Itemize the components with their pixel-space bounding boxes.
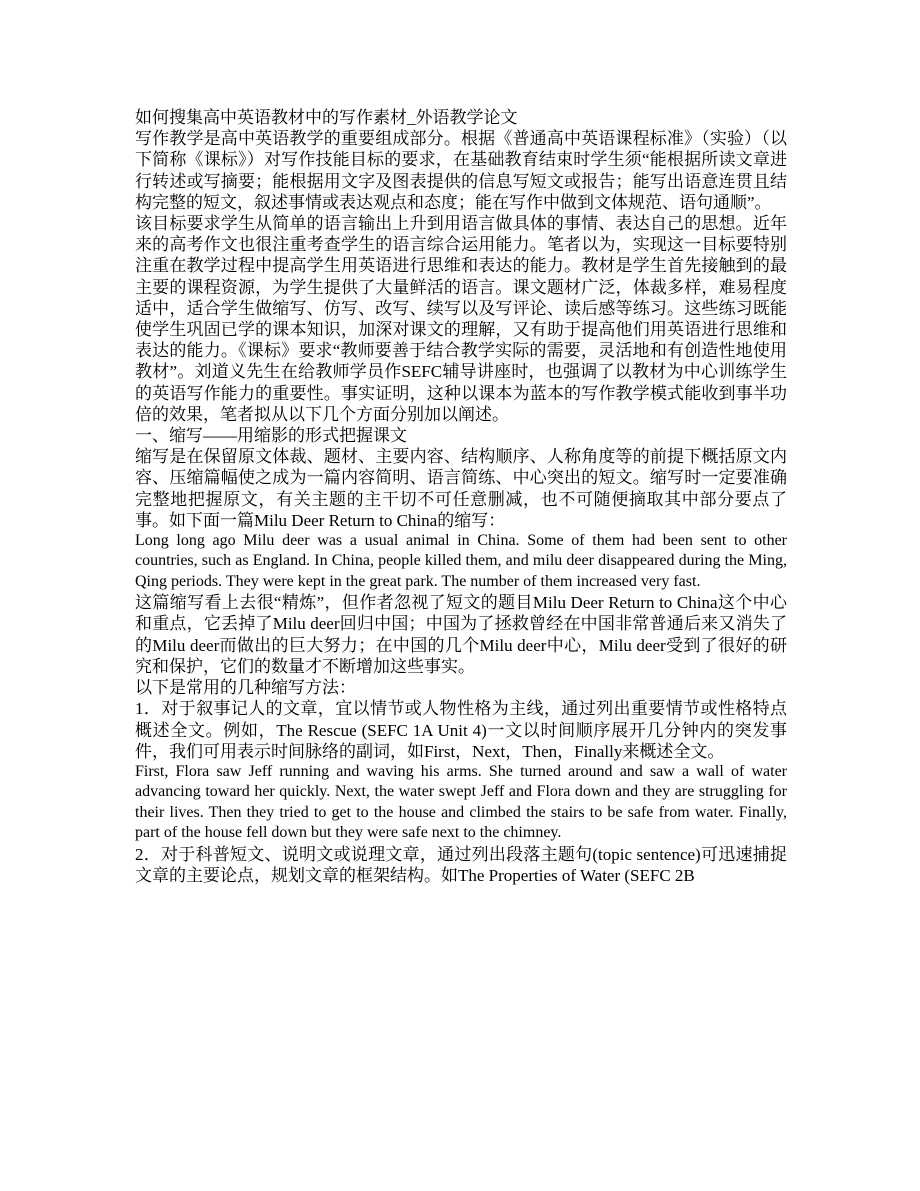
paragraph-intro: 写作教学是高中英语教学的重要组成部分。根据《普通高中英语课程标准》（实验）（以下简称《课标》）对写作技能目标的要求，在基础教育结束时学生须“能根据所读文章进行转述或写摘要；能根据用文字及图表提供的信息写短文或报告；能写出语意连贯且结构完整的短文，叙述事情或表达观点和态度；能在写作中做到文体规范、语句通顺”。	[135, 129, 787, 212]
paragraph-objective: 该目标要求学生从简单的语言输出上升到用语言做具体的事情、表达自己的思想。近年来的高考作文也很注重考查学生的语言综合运用能力。笔者以为，实现这一目标要特别注重在教学过程中提高学生用英语进行思维和表达的能力。教材是学生首先接触到的最主要的课程资源，为学生提供了大量鲜活的语言。课文题材广泛，体裁多样，难易程度适中，适合学生做缩写、仿写、改写、续写以及写评论、读后感等练习。这些练习既能使学生巩固已学的课本知识，加深对课文的理解，又有助于提高他们用英语进行思维和表达的能力。《课标》要求“教师要善于结合教学实际的需要，灵活地和有创造性地使用教材”。刘道义先生在给教师学员作SEFC辅导讲座时，也强调了以教材为中心训练学生的英语写作能力的重要性。事实证明，这种以课本为蓝本的写作教学模式能收到事半功倍的效果，笔者拟从以下几个方面分别加以阐述。	[135, 214, 787, 424]
list-item-method-1: 1．对于叙事记人的文章，宜以情节或人物性格为主线，通过列出重要情节或性格特点概述全文。例如，The Rescue (SEFC 1A Unit 4)一文以时间顺序展开几分钟内的突发事件，我们可用表示时间脉络的副词，如First，Next，Then，Finally来概述全文。	[135, 699, 787, 761]
paragraph-milu-deer-example: Long long ago Milu deer was a usual animal in China. Some of them had been sent to other countries, such as England. In China, people killed them, and milu deer disappeared during the Ming, Qing periods. They were kept in the great park. The number of them increased very fast.	[135, 532, 787, 590]
paragraph-abridgment-definition: 缩写是在保留原文体裁、题材、主要内容、结构顺序、人称角度等的前提下概括原文内容、压缩篇幅使之成为一篇内容简明、语言简练、中心突出的短文。缩写时一定要准确完整地把握原文，有关主题的主干切不可任意删减，也不可随便摘取其中部分要点了事。如下面一篇Milu Deer Return to China的缩写：	[135, 447, 787, 530]
document-page	[135, 107, 787, 886]
paragraph-rescue-example: First, Flora saw Jeff running and waving his arms. She turned around and saw a wall of water advancing toward her quickly. Next, the water swept Jeff and Flora down and they are struggling for their lives. Then they tried to get to the house and climbed the stairs to be safe from water. Finally, part of the house fell down but they were safe next to the chimney.	[135, 762, 787, 842]
section-heading-abridgment: 一、缩写——用缩影的形式把握课文	[135, 426, 407, 446]
paragraph-methods-intro: 以下是常用的几种缩写方法：	[135, 678, 356, 698]
list-item-method-2: 2．对于科普短文、说明文或说理文章，通过列出段落主题句(topic sentence)可迅速捕捉文章的主要论点，规划文章的框架结构。如The Properties of Water (SEFC 2B	[135, 844, 787, 885]
document-title: 如何搜集高中英语教材中的写作素材_外语教学论文	[135, 108, 518, 127]
paragraph-milu-deer-critique: 这篇缩写看上去很“精炼”，但作者忽视了短文的题目Milu Deer Return to China这个中心和重点，它丢掉了Milu deer回归中国；中国为了拯救曾经在中国非常普通后来又消失了的Milu deer而做出的巨大努力；在中国的几个Milu deer中心，Milu deer受到了很好的研究和保护，它们的数量才不断增加这些事实。	[135, 593, 787, 676]
